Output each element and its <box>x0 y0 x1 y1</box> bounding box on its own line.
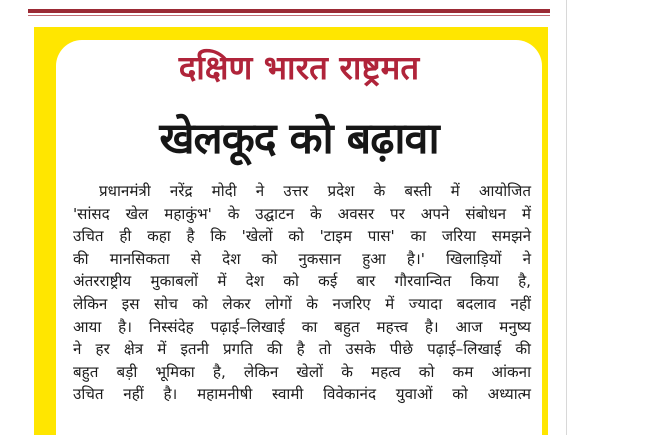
body-line: उचित नहीं है। महामनीषी स्वामी विवेकानंद युवाओं को अध्यात्म <box>73 385 531 404</box>
body-line: उचित ही कहा है कि 'खेलों को 'टाइम पास' का जरिया समझने <box>73 227 531 246</box>
masthead: दक्षिण भारत राष्ट्रमत <box>178 48 420 87</box>
top-rule <box>28 9 550 13</box>
body-line: लेकिन इस सोच को लेकर लोगों के नजरिए में ज्यादा बदलाव नहीं <box>73 294 531 313</box>
article-body <box>73 180 531 406</box>
body-line: प्रधानमंत्री नरेंद्र मोदी ने उत्तर प्रदेश के बस्ती में आयोजित <box>99 182 531 200</box>
body-line: की मानसिकता से देश को नुकसान हुआ है।' खिलाड़ियों ने <box>73 249 531 268</box>
body-line: ने हर क्षेत्र में इतनी प्रगति की है तो उसके पीछे पढ़ाई–लिखाई की <box>73 340 531 359</box>
column-divider <box>566 0 567 435</box>
body-line: अंतरराष्ट्रीय मुकाबलों में देश को कई बार गौरवान्वित किया है, <box>73 272 531 291</box>
body-line: आया है। निस्संदेह पढ़ाई–लिखाई का बहुत महत्त्व है। आज मनुष्य <box>73 317 531 336</box>
body-line: 'सांसद खेल महाकुंभ' के उद्घाटन के अवसर पर अपने संबोधन में <box>73 204 531 223</box>
top-rule-thin <box>28 15 550 16</box>
body-line: बहुत बड़ी भूमिका है, लेकिन खेलों के महत्व को कम आंकना <box>73 362 531 381</box>
article-headline: खेलकूद को बढ़ावा <box>159 114 439 164</box>
